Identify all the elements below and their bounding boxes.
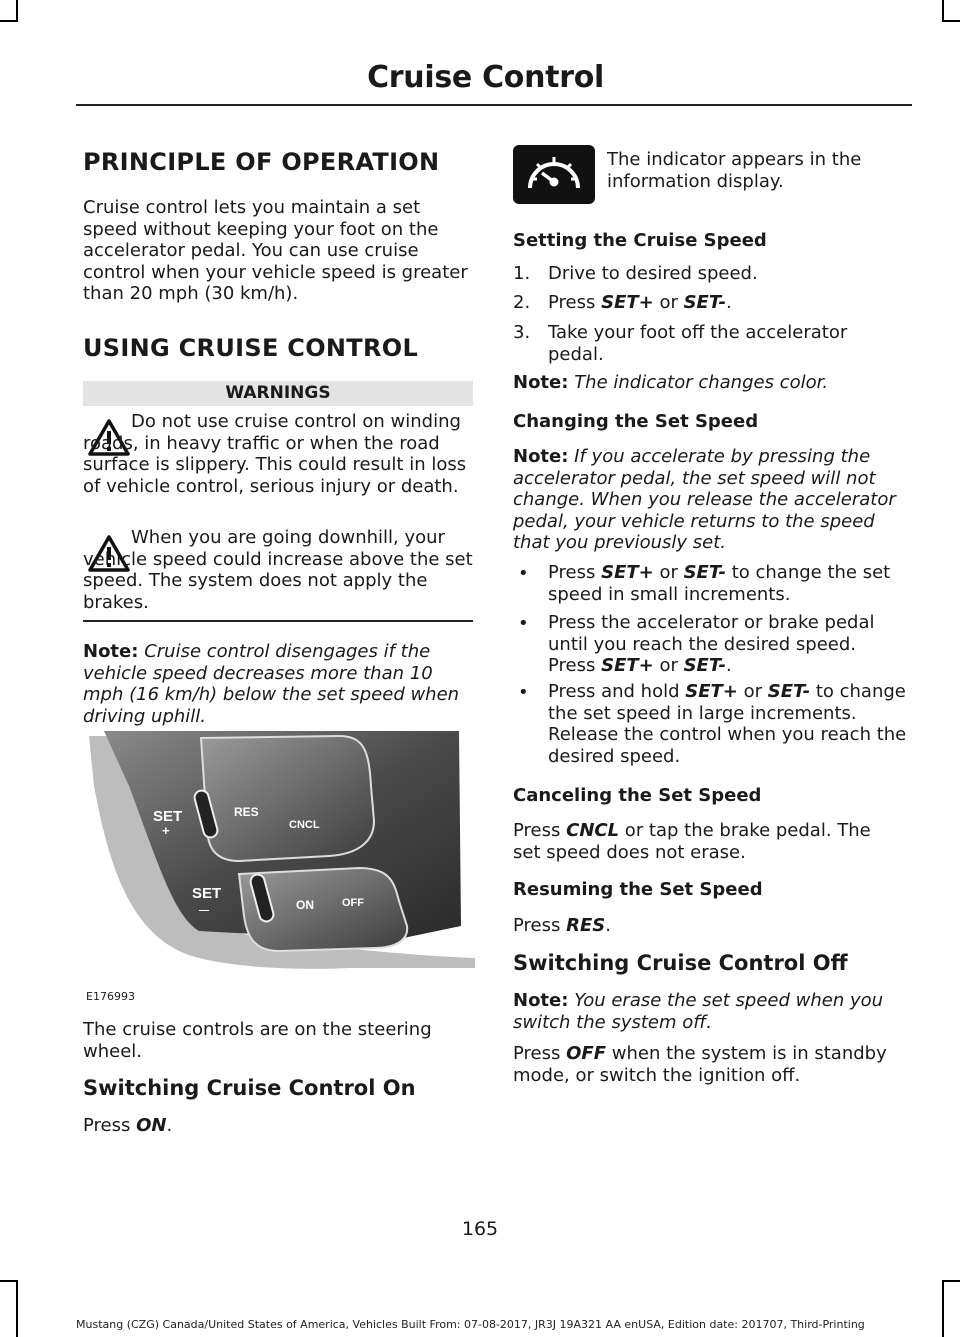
- step-text-part: .: [725, 292, 732, 313]
- resume-text-part: .: [605, 915, 611, 936]
- using-heading: USING CRUISE CONTROL: [83, 334, 419, 362]
- bullet-text-part: Press and hold: [548, 681, 686, 702]
- bullet-text-part: Press the accelerator or brake pedal until you reach the desired speed. Press: [548, 612, 875, 676]
- note-erase: [513, 990, 903, 1033]
- bullet-mark: •: [518, 682, 529, 703]
- controls-text: The cruise controls are on the steering wheel.: [83, 1019, 432, 1062]
- step-text-part: Take your foot off the accelerator pedal.: [548, 322, 848, 365]
- warnings-label: WARNINGS: [83, 381, 473, 406]
- switching-off-text: [513, 1043, 905, 1086]
- set-plus-label: SET: [153, 808, 183, 825]
- crop-mark: [0, 1280, 18, 1282]
- step-number: 2.: [513, 292, 531, 313]
- plus-label: +: [162, 823, 170, 838]
- cncl-key: CNCL: [566, 820, 620, 841]
- off-label: OFF: [342, 897, 364, 909]
- on-label: ON: [296, 898, 314, 912]
- note-label: Note:: [513, 446, 569, 467]
- bullet-mark: •: [518, 563, 529, 584]
- page-title: Cruise Control: [367, 60, 604, 95]
- step-text: [548, 263, 908, 285]
- note-label: Note:: [83, 641, 139, 662]
- bullet-text-part: .: [725, 655, 732, 676]
- off-text-part: Press: [513, 1043, 567, 1064]
- step-text-part: or: [653, 292, 684, 313]
- note-indicator-color: [513, 372, 828, 394]
- set-plus-key: SET+: [601, 655, 654, 676]
- set-minus-key: SET-: [767, 681, 811, 702]
- switching-on-text: [83, 1115, 172, 1137]
- bullet-item: [548, 681, 908, 767]
- bullet-mark: •: [518, 613, 529, 634]
- step-text: [548, 292, 908, 314]
- note-accelerate: [513, 446, 908, 554]
- period: .: [166, 1115, 173, 1136]
- note-label: Note:: [513, 990, 569, 1011]
- bullet-text-part: Press: [548, 562, 602, 583]
- cncl-label: CNCL: [289, 819, 320, 831]
- image-code: E176993: [86, 990, 135, 1003]
- warning-text-1: Do not use cruise control on winding roads, in heavy traffic or when the road surface is slippery. This could result in loss of vehicle control, serious injury or death.: [83, 411, 467, 497]
- footer-text: Mustang (CZG) Canada/United States of America, Vehicles Built From: 07-08-2017, JR3J 19A321 AA enUSA, Edition date: 201707, Third-Printing: [76, 1318, 865, 1331]
- cancel-text-part: Press: [513, 820, 567, 841]
- note-uphill: [83, 641, 475, 727]
- steering-wheel-controls-image: [89, 726, 475, 980]
- cruise-control-indicator-icon: [513, 145, 595, 204]
- principle-text: Cruise control lets you maintain a set speed without keeping your foot on the accelerator pedal. You can use cruise control when your vehicle speed is greater than 20 mph (30 km/h).: [83, 197, 468, 304]
- bullet-item: [548, 612, 908, 677]
- crop-mark: [16, 0, 18, 22]
- minus-label: —: [199, 905, 209, 916]
- crop-mark: [942, 1280, 960, 1282]
- resume-text-part: Press: [513, 915, 567, 936]
- off-text-part: when the system is in standby mode, or switch the ignition off.: [513, 1043, 887, 1086]
- warnings-divider: [83, 620, 473, 622]
- bullet-item: [548, 562, 908, 605]
- set-minus-key: SET-: [683, 655, 726, 676]
- warning-text-2: When you are going downhill, your vehicle speed could increase above the set speed. The system does not apply the brakes.: [83, 527, 473, 613]
- step-number: 3.: [513, 322, 531, 343]
- bullet-text-part: or: [737, 681, 768, 702]
- step-text: [548, 322, 878, 365]
- bullet-text-part: or: [653, 562, 684, 583]
- crop-mark: [0, 20, 18, 22]
- off-key: OFF: [566, 1043, 607, 1064]
- set-minus-label: SET: [192, 885, 222, 902]
- canceling-heading: Canceling the Set Speed: [513, 785, 762, 806]
- page-number: 165: [461, 1218, 499, 1240]
- bullet-text-part: or: [653, 655, 684, 676]
- crop-mark: [942, 0, 944, 22]
- note-text: You erase the set speed when you switch the system off.: [513, 990, 884, 1033]
- step-number: 1.: [513, 263, 531, 284]
- step-text-part: Drive to desired speed.: [548, 263, 758, 284]
- resuming-heading: Resuming the Set Speed: [513, 879, 763, 900]
- step-text-part: Press: [548, 292, 602, 313]
- press-text: Press: [83, 1115, 131, 1136]
- canceling-text: [513, 820, 903, 863]
- set-minus-key: SET-: [683, 562, 726, 583]
- switching-off-heading: Switching Cruise Control Off: [513, 951, 848, 975]
- setting-heading: Setting the Cruise Speed: [513, 230, 767, 251]
- res-label: RES: [234, 805, 259, 819]
- res-key: RES: [566, 915, 606, 936]
- on-key: ON: [136, 1115, 167, 1136]
- set-minus-key: SET-: [683, 292, 726, 313]
- set-plus-key: SET+: [601, 292, 654, 313]
- header-divider: [76, 104, 912, 106]
- indicator-text: The indicator appears in the information display.: [607, 149, 862, 192]
- set-plus-key: SET+: [685, 681, 738, 702]
- note-label: Note:: [513, 372, 569, 393]
- switching-on-heading: Switching Cruise Control On: [83, 1076, 416, 1100]
- bullet-text-part: to change the set speed in small increments.: [548, 562, 891, 605]
- resuming-text: [513, 915, 611, 937]
- note-text: The indicator changes color.: [574, 372, 829, 393]
- crop-mark: [16, 1280, 18, 1337]
- note-text: Cruise control disengages if the vehicle speed decreases more than 10 mph (16 km/h) below the set speed when driving uphill.: [83, 641, 460, 727]
- crop-mark: [942, 20, 960, 22]
- cancel-text-part: or tap the brake pedal. The set speed does not erase.: [513, 820, 871, 863]
- set-plus-key: SET+: [601, 562, 654, 583]
- changing-heading: Changing the Set Speed: [513, 411, 759, 432]
- bullet-text-part: to change the set speed in large increments. Release the control when you reach the desired speed.: [548, 681, 907, 767]
- principle-heading: PRINCIPLE OF OPERATION: [83, 148, 440, 176]
- note-text: If you accelerate by pressing the accelerator pedal, the set speed will not change. When you release the accelerator pedal, your vehicle returns to the speed that you previously set.: [513, 446, 896, 553]
